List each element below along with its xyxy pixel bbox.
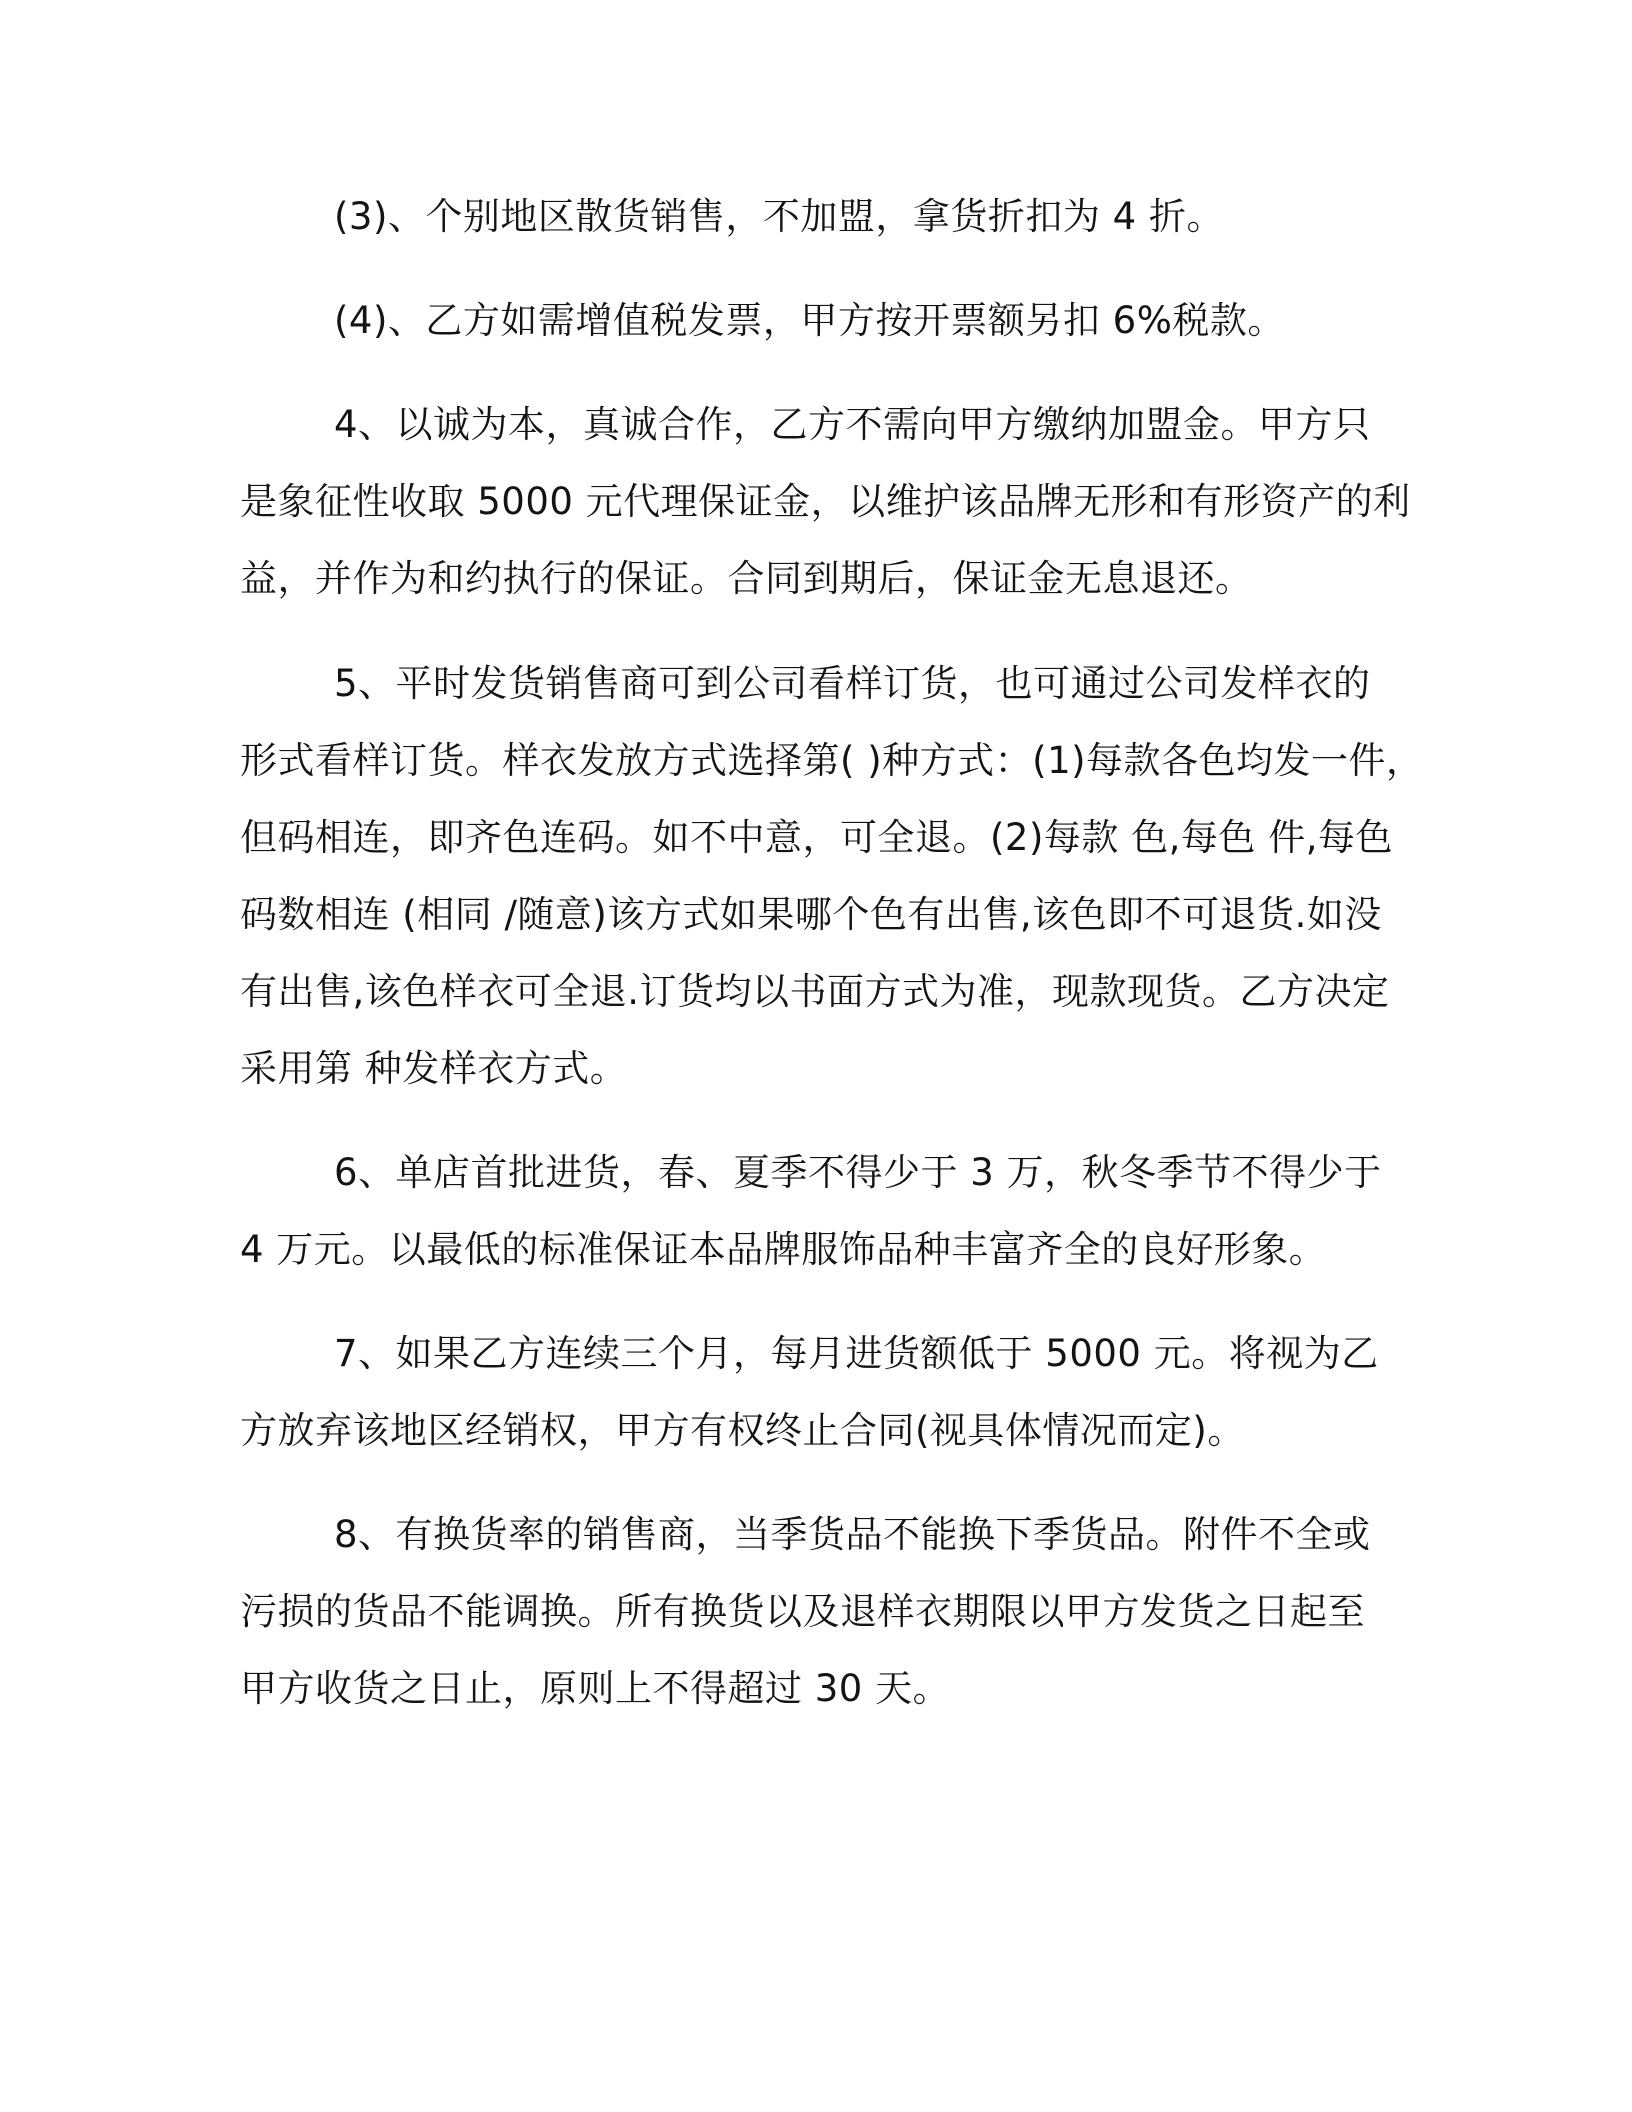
paragraph-line: 甲方收货之日止，原则上不得超过 30 天。 — [240, 1667, 951, 1710]
paragraph-item-6 — [240, 1134, 1390, 1288]
paragraph-line: 4、以诚为本，真诚合作，乙方不需向甲方缴纳加盟金。甲方只 — [334, 403, 1371, 446]
paragraph-line: 6、单店首批进货，春、夏季不得少于 3 万，秋冬季节不得少于 — [334, 1151, 1382, 1194]
paragraph-line: 形式看样订货。样衣发放方式选择第( )种方式：(1)每款各色均发一件， — [240, 739, 1424, 782]
paragraph-line: 是象征性收取 5000 元代理保证金，以维护该品牌无形和有形资产的利 — [240, 480, 1411, 523]
paragraph-line: 污损的货品不能调换。所有换货以及退样衣期限以甲方发货之日起至 — [240, 1590, 1365, 1633]
paragraph-item-5 — [240, 645, 1424, 1107]
paragraph-item-8 — [240, 1496, 1390, 1727]
paragraph-item-4 — [240, 386, 1411, 617]
paragraph-item-7 — [240, 1315, 1390, 1469]
paragraph-line: 5、平时发货销售商可到公司看样订货，也可通过公司发样衣的 — [334, 662, 1371, 705]
paragraph-line: 采用第 种发样衣方式。 — [240, 1047, 628, 1090]
paragraph-3-discount — [334, 178, 1394, 255]
paragraph-line: 有出售,该色样衣可全退.订货均以书面方式为准，现款现货。乙方决定 — [240, 970, 1390, 1013]
paragraph-line: 但码相连，即齐色连码。如不中意，可全退。(2)每款 色,每色 件,每色 — [240, 816, 1393, 859]
paragraph-line: 7、如果乙方连续三个月，每月进货额低于 5000 元。将视为乙 — [334, 1332, 1379, 1375]
paragraph-line: (4)、乙方如需增值税发票，甲方按开票额另扣 6%税款。 — [334, 299, 1285, 342]
paragraph-line: (3)、个别地区散货销售，不加盟，拿货折扣为 4 折。 — [334, 195, 1224, 238]
paragraph-4-tax — [334, 282, 1394, 359]
paragraph-line: 8、有换货率的销售商，当季货品不能换下季货品。附件不全或 — [334, 1513, 1371, 1556]
paragraph-line: 4 万元。以最低的标准保证本品牌服饰品种丰富齐全的良好形象。 — [240, 1228, 1327, 1271]
paragraph-line: 方放弃该地区经销权，甲方有权终止合同(视具体情况而定)。 — [240, 1409, 1245, 1452]
paragraph-line: 益，并作为和约执行的保证。合同到期后，保证金无息退还。 — [240, 557, 1253, 600]
paragraph-line: 码数相连 (相同 /随意)该方式如果哪个色有出售,该色即不可退货.如没 — [240, 893, 1382, 936]
